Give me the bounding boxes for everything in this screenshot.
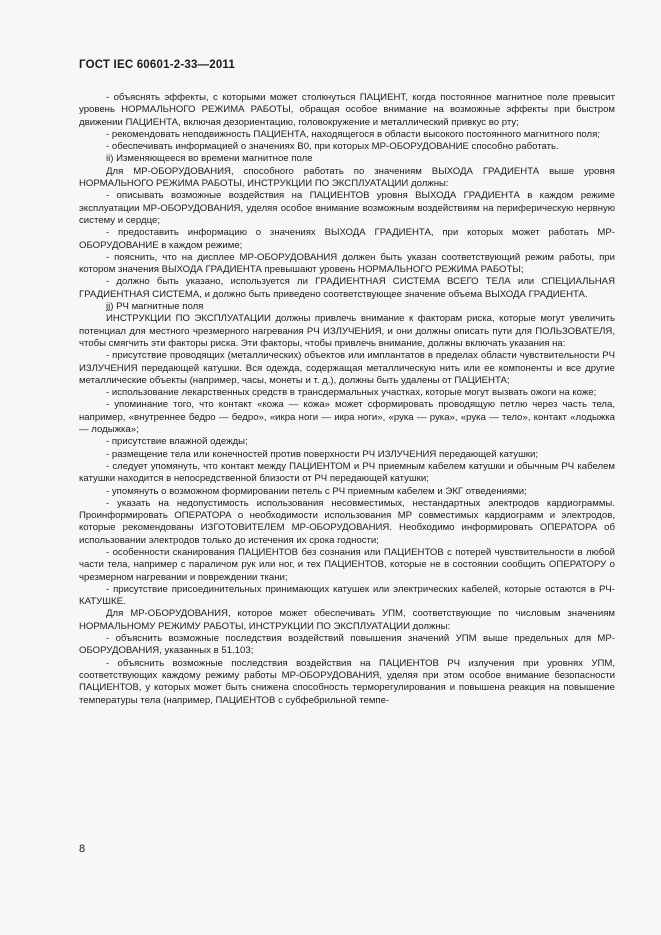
paragraph: - упомянуть о возможном формировании петель с РЧ приемным кабелем и ЭКГ отведениями; — [106, 485, 527, 497]
paragraph: ИНСТРУКЦИИ ПО ЭКСПЛУАТАЦИИ должны привлечь внимание к факторам риска, которые могут увеличить потенциал для местного чрезмерного нагревания РЧ ИЗЛУЧЕНИЯ, и они должны описать пути для ПОЛЬЗОВАТЕЛЯ, чтобы смягчить эти факторы риска. Эти факторы, чтобы привлечь внимание, должны включать указания на: — [79, 313, 615, 349]
paragraph: - присутствие проводящих (металлических) объектов или имплантатов в пределах области чувствительности РЧ ИЗЛУЧЕНИЯ передающей катушки. Вся одежда, содержащая металлическую нить или ее компоненты и все другие металлические объекты (например, часы, монеты и т. д.), должны быть удалены от ПАЦИЕНТА; — [79, 350, 615, 386]
paragraph: - объяснить возможные последствия воздействия на ПАЦИЕНТОВ РЧ излучения при уровнях УПМ, соответствующих каждому режиму работы МР-ОБОРУДОВАНИЯ, уделяя при этом особое внимание безопасности ПАЦИЕНТОВ, у которых может быть снижена способность терморегулирования и повышена реакция на повышение температуры тела (например, ПАЦИЕНТОВ с субфебрильной темпе- — [79, 657, 615, 706]
paragraph: - пояснить, что на дисплее МР-ОБОРУДОВАНИЯ должен быть указан соответствующий режим работы, при котором значения ВЫХОДА ГРАДИЕНТА превышают уровень НОРМАЛЬНОГО РЕЖИМА РАБОТЫ; — [79, 251, 615, 276]
paragraph: - должно быть указано, используется ли ГРАДИЕНТНАЯ СИСТЕМА ВСЕГО ТЕЛА или СПЕЦИАЛЬНАЯ ГРАДИЕНТНАЯ СИСТЕМА, и должно быть приведено соответствующее значение объема ВЫХОДА ГРАДИЕНТА. — [79, 276, 615, 300]
paragraph: - упоминание того, что контакт «кожа — кожа» может сформировать проводящую петлю через часть тела, например, «внутреннее бедро — бедро», «икра ноги — икра ноги», «рука — рука», «рука — тело», контакт «лодыжка — лодыжка»; — [79, 399, 615, 436]
paragraph: - размещение тела или конечностей против поверхности РЧ ИЗЛУЧЕНИЯ передающей катушки; — [106, 448, 539, 460]
paragraph: - использование лекарственных средств в трансдермальных участках, которые могут вызвать ожоги на коже; — [106, 387, 597, 399]
paragraph: - рекомендовать неподвижность ПАЦИЕНТА, находящегося в области высокого постоянного магнитного поля; — [106, 128, 600, 140]
paragraph: - предоставить информацию о значениях ВЫХОДА ГРАДИЕНТА, при которых может работать МР-ОБОРУДОВАНИЕ в каждом режиме; — [79, 227, 615, 251]
section-heading: jj) РЧ магнитные поля — [106, 301, 204, 313]
section-heading: ii) Изменяющееся во времени магнитное поле — [106, 153, 313, 165]
document-header: ГОСТ IEC 60601-2-33—2011 — [79, 59, 235, 71]
paragraph: Для МР-ОБОРУДОВАНИЯ, которое может обеспечивать УПМ, соответствующие по числовым значениям НОРМАЛЬНОМУ РЕЖИМУ РАБОТЫ, ИНСТРУКЦИИ ПО ЭКСПЛУАТАЦИИ должны: — [79, 608, 615, 632]
paragraph: - присутствие влажной одежды; — [106, 436, 248, 448]
paragraph: - присутствие присоединительных принимающих катушек или электрических кабелей, которые остаются в РЧ-КАТУШКЕ. — [79, 583, 615, 608]
paragraph: - указать на недопустимость использования несовместимых, нестандартных электродов кардиограммы. Проинформировать ОПЕРАТОРА о необходимости использования МР совместимых кардиограмм и электродов, которые рекомендованы ИЗГОТОВИТЕЛЕМ МР-ОБОРУДОВАНИЯ. Необходимо информировать ОПЕРАТОРА об использовании электродов только до истечения их срока годности; — [79, 497, 615, 546]
paragraph: - объяснить возможные последствия воздействий повышения значений УПМ выше предельных для МР-ОБОРУДОВАНИЯ, указанных в 51.103; — [79, 633, 615, 657]
paragraph: - следует упомянуть, что контакт между ПАЦИЕНТОМ и РЧ приемным кабелем катушки и обычным РЧ кабелем катушки находится в непосредственной близости от РЧ передающей катушки; — [79, 460, 615, 485]
document-body — [79, 92, 615, 707]
paragraph: - обеспечивать информацией о значениях B0, при которых МР-ОБОРУДОВАНИЕ способно работать. — [106, 141, 559, 153]
paragraph: Для МР-ОБОРУДОВАНИЯ, способного работать по значениям ВЫХОДА ГРАДИЕНТА выше уровня НОРМАЛЬНОГО РЕЖИМА РАБОТЫ, ИНСТРУКЦИИ ПО ЭКСПЛУАТАЦИИ должны: — [79, 165, 615, 190]
paragraph: - объяснять эффекты, с которыми может столкнуться ПАЦИЕНТ, когда постоянное магнитное поле превысит уровень НОРМАЛЬНОГО РЕЖИМА РАБОТЫ, обращая особое внимание на возможные эффекты при быстром движении ПАЦИЕНТА, включая дезориентацию, головокружение и металлический привкус во рту; — [79, 92, 615, 128]
page-number: 8 — [79, 843, 86, 855]
paragraph: - особенности сканирования ПАЦИЕНТОВ без сознания или ПАЦИЕНТОВ с потерей чувствительности в любой части тела, например с параличом рук или ног, и тех ПАЦИЕНТОВ, которые не в состоянии сообщить ОПЕРАТОРУ о чрезмерном нагревании и повреждении ткани; — [79, 546, 615, 583]
paragraph: - описывать возможные воздействия на ПАЦИЕНТОВ уровня ВЫХОДА ГРАДИЕНТА в каждом режиме эксплуатации МР-ОБОРУДОВАНИЯ, уделяя особое внимание возможным воздействиям на периферическую нервную систему и сердце; — [79, 190, 615, 226]
